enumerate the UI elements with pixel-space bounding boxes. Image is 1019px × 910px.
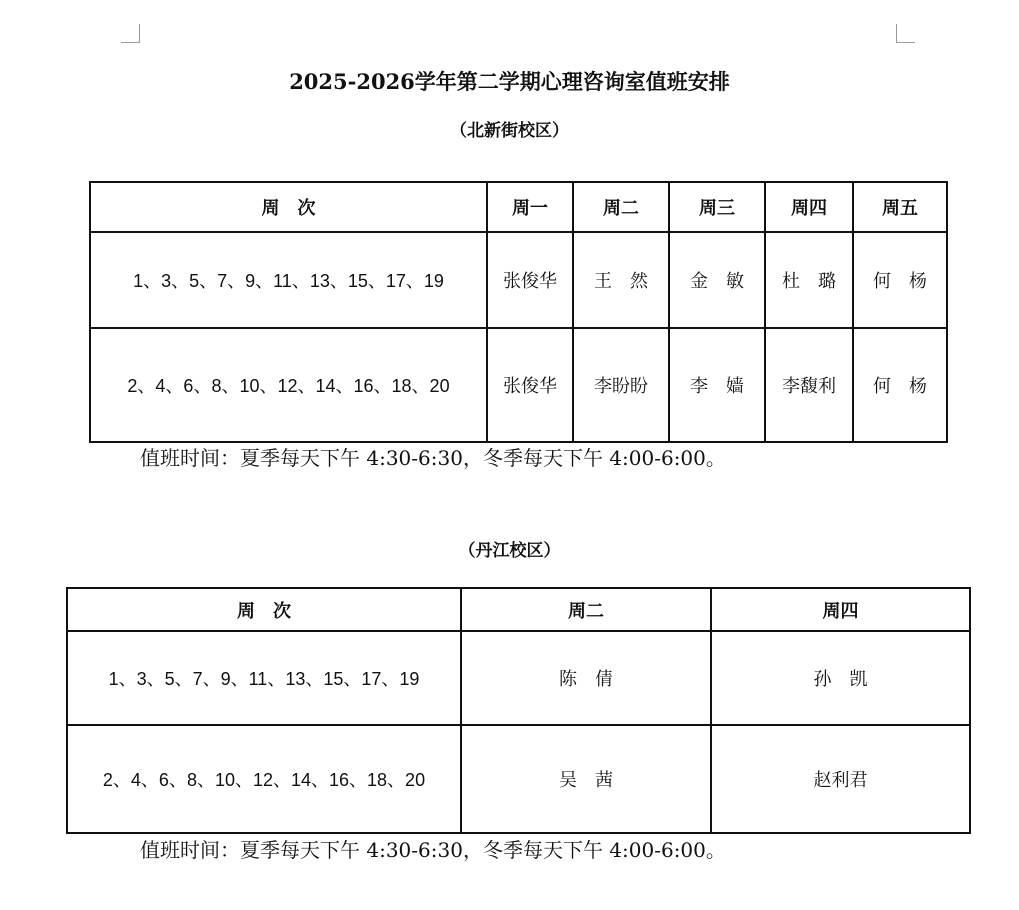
table-header-row (67, 588, 970, 631)
header-monday: 周一 (487, 182, 573, 232)
header-tuesday: 周二 (461, 588, 711, 631)
duty-cell: 王 然 (573, 232, 669, 328)
duty-cell: 何 杨 (853, 328, 947, 442)
header-week: 周 次 (67, 588, 461, 631)
document-title: 2025-2026学年第二学期心理咨询室值班安排 (289, 69, 730, 94)
danjiang-campus-schedule-table (66, 587, 971, 834)
page-corner-mark-top-left (121, 24, 140, 43)
table-row (67, 725, 970, 833)
duty-cell: 赵利君 (711, 725, 970, 833)
header-thursday: 周四 (711, 588, 970, 631)
even-weeks-cell: 2、4、6、8、10、12、14、16、18、20 (90, 328, 487, 442)
page-corner-mark-top-right (896, 24, 915, 43)
header-tuesday: 周二 (573, 182, 669, 232)
duty-time-note-north: 值班时间：夏季每天下午 4:30-6:30，冬季每天下午 4:00-6:00。 (140, 446, 726, 470)
duty-cell: 何 杨 (853, 232, 947, 328)
table-row (90, 328, 947, 442)
duty-cell: 张俊华 (487, 328, 573, 442)
campus-north-heading: （北新街校区） (450, 121, 569, 141)
duty-cell: 李 嫱 (669, 328, 765, 442)
table-row (90, 232, 947, 328)
duty-cell: 陈 倩 (461, 631, 711, 725)
campus-danjiang-heading: （丹江校区） (458, 541, 561, 561)
duty-time-note-danjiang: 值班时间：夏季每天下午 4:30-6:30，冬季每天下午 4:00-6:00。 (140, 838, 726, 862)
header-week: 周 次 (90, 182, 487, 232)
duty-cell: 金 敏 (669, 232, 765, 328)
header-thursday: 周四 (765, 182, 853, 232)
odd-weeks-cell: 1、3、5、7、9、11、13、15、17、19 (67, 631, 461, 725)
even-weeks-cell: 2、4、6、8、10、12、14、16、18、20 (67, 725, 461, 833)
header-friday: 周五 (853, 182, 947, 232)
duty-cell: 孙 凯 (711, 631, 970, 725)
duty-cell: 张俊华 (487, 232, 573, 328)
duty-cell: 杜 璐 (765, 232, 853, 328)
duty-cell: 李盼盼 (573, 328, 669, 442)
duty-cell: 李馥利 (765, 328, 853, 442)
table-header-row (90, 182, 947, 232)
table-row (67, 631, 970, 725)
header-wednesday: 周三 (669, 182, 765, 232)
north-campus-schedule-table (89, 181, 948, 443)
duty-cell: 吴 茜 (461, 725, 711, 833)
odd-weeks-cell: 1、3、5、7、9、11、13、15、17、19 (90, 232, 487, 328)
